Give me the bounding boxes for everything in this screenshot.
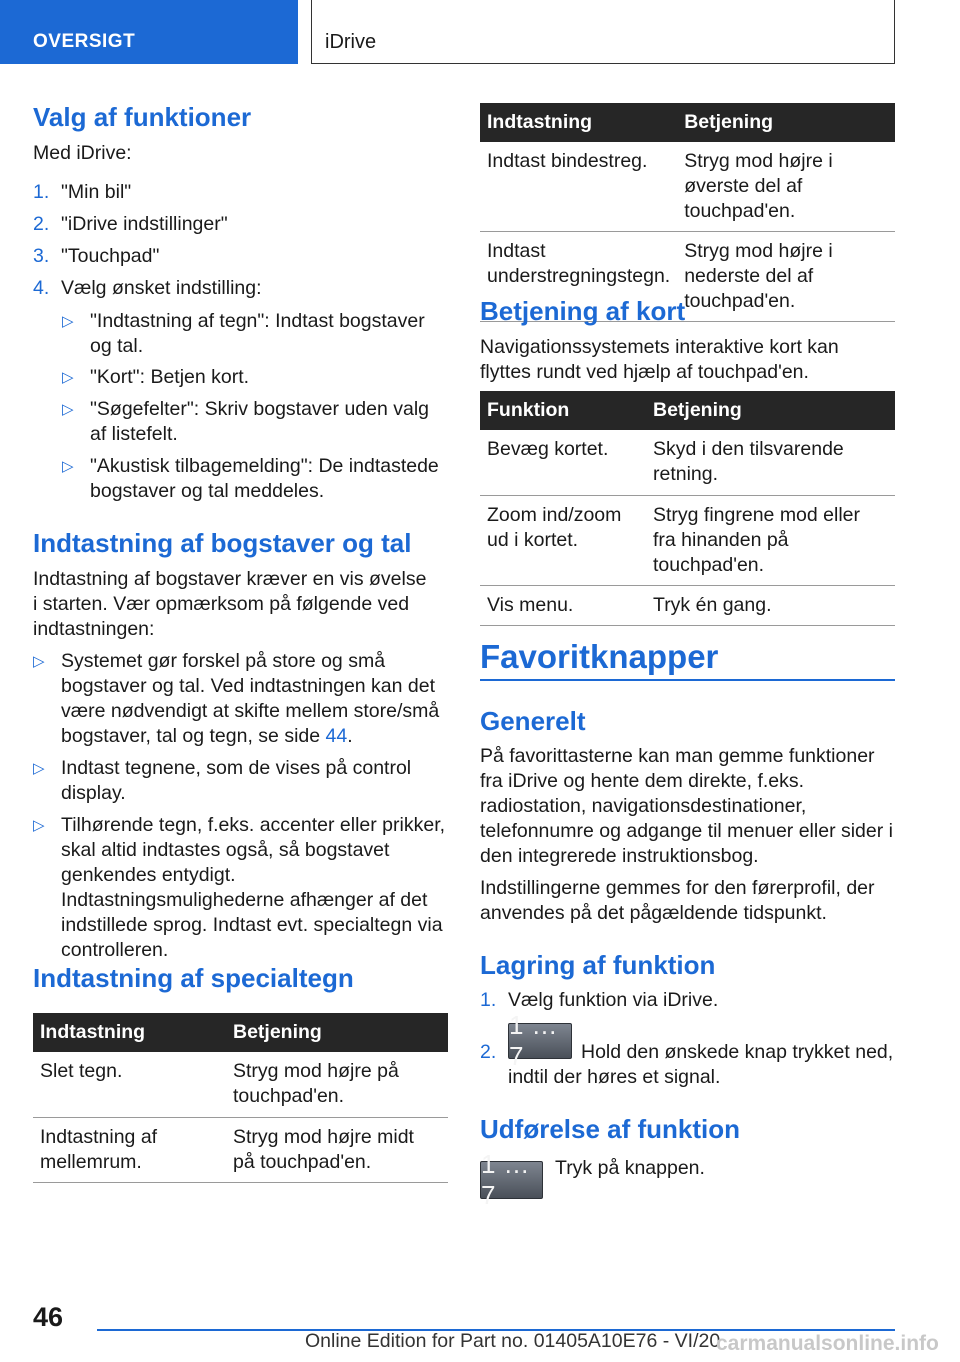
- triangle-bullet-icon: ▷: [33, 817, 45, 834]
- step-text: "Min bil": [61, 181, 132, 203]
- table-row: [480, 585, 895, 625]
- table-header: Betjening: [226, 1013, 448, 1052]
- section-tab: [0, 0, 298, 64]
- page-link[interactable]: 44: [325, 725, 348, 747]
- table-cell: Stryg mod højre midt på touchpad'en.: [226, 1117, 448, 1182]
- table-cell: Vis menu.: [480, 585, 646, 625]
- step-number: 2.: [480, 1041, 497, 1063]
- step-number: 2.: [33, 213, 50, 235]
- triangle-bullet-icon: ▷: [62, 369, 74, 386]
- step-number: 1.: [33, 181, 50, 203]
- triangle-bullet-icon: ▷: [33, 760, 45, 777]
- triangle-bullet-icon: ▷: [62, 458, 74, 475]
- letters-intro: Indtastning af bogstaver kræver en vis øvelse i starten. Vær opmærksom på følgende ved indtastningen:: [33, 568, 427, 640]
- edition-text: Online Edition for Part no. 01405A10E76 - VI/20: [305, 1330, 721, 1352]
- table-cell: Indtastning af mellemrum.: [33, 1117, 226, 1182]
- chapter-title: iDrive: [325, 31, 377, 53]
- table-header: Betjening: [646, 391, 895, 430]
- table-cell: Stryg mod højre i øverste del af touchpad'en.: [677, 142, 895, 232]
- favorite-key-icon: 1 ... 7: [480, 1161, 543, 1199]
- step-number: 4.: [33, 277, 50, 299]
- chapter-tab: [311, 0, 895, 64]
- step-text: Vælg ønsket indstilling:: [61, 277, 262, 299]
- heading-betjening-af-kort: Betjening af kort: [480, 296, 686, 326]
- table-row: [33, 1117, 448, 1182]
- option-bullet: "Søgefelter": Skriv bogstaver uden valg af listefelt.: [90, 398, 430, 445]
- watermark: carmanualsonline.info: [716, 1332, 939, 1355]
- heading-rule: [480, 679, 895, 681]
- table-cell: Stryg fingrene mod eller fra hinanden på touchpad'en.: [646, 495, 895, 585]
- table-row: [33, 1052, 448, 1117]
- table-cell: Stryg mod højre på touchpad'en.: [226, 1052, 448, 1117]
- letters-bullet-end: .: [347, 725, 353, 747]
- table-cell: Zoom ind/zoom ud i kortet.: [480, 495, 646, 585]
- table-header: Indtastning: [480, 103, 677, 142]
- step-text: Hold den ønskede knap trykket ned, indtil der høres et signal.: [508, 1041, 894, 1088]
- heading-specialtegn: Indtastning af specialtegn: [33, 963, 354, 993]
- table-header: Indtastning: [33, 1013, 226, 1052]
- favorites-paragraph: På favorittasterne kan man gemme funktioner fra iDrive og hente dem direkte, f.eks. radiostation, navigationsdestinationer, telefonnumre og adgange til menuer eller sider i den integrerede instruktionsbog.: [480, 745, 893, 867]
- heading-favoritknapper: Favoritknapper: [480, 638, 719, 675]
- table-cell: Skyd i den tilsvarende retning.: [646, 430, 895, 495]
- table-cell: Stryg mod højre i nederste del af touchpad'en.: [677, 232, 895, 322]
- table-header: Funktion: [480, 391, 646, 430]
- heading-valg-af-funktioner: Valg af funktioner: [33, 102, 252, 132]
- select-intro: Med iDrive:: [33, 142, 132, 164]
- triangle-bullet-icon: ▷: [33, 653, 45, 670]
- step-number: 1.: [480, 989, 497, 1011]
- table-row: [480, 142, 895, 232]
- page-number: 46: [33, 1302, 64, 1332]
- triangle-bullet-icon: ▷: [62, 313, 74, 330]
- exec-text: Tryk på knappen.: [555, 1157, 705, 1179]
- favorite-key-icon: 1 ... 7: [508, 1023, 572, 1059]
- letters-bullet: [61, 649, 448, 749]
- map-table: [480, 391, 895, 626]
- step-text: Vælg funktion via iDrive.: [508, 989, 719, 1011]
- option-bullet: "Kort": Betjen kort.: [90, 366, 250, 388]
- heading-generelt: Generelt: [480, 706, 586, 736]
- step-text: "iDrive indstillinger": [61, 213, 228, 235]
- heading-indtastning-bogstaver: Indtastning af bogstaver og tal: [33, 528, 412, 558]
- table-cell: Indtast understregningstegn.: [480, 232, 677, 322]
- table-cell: Tryk én gang.: [646, 585, 895, 625]
- map-intro: Navigationssystemets interaktive kort kan flyttes rundt ved hjælp af touchpad'en.: [480, 336, 839, 383]
- table-header: Betjening: [677, 103, 895, 142]
- option-bullet: "Akustisk tilbagemelding": De indtastede bogstaver og tal meddeles.: [90, 455, 439, 502]
- heading-lagring: Lagring af funktion: [480, 950, 716, 980]
- table-cell: Slet tegn.: [33, 1052, 226, 1117]
- step-text: "Touchpad": [61, 245, 160, 267]
- special-chars-table-continued: [480, 103, 895, 322]
- special-chars-table: [33, 1013, 448, 1183]
- heading-udfoerelse: Udførelse af funktion: [480, 1114, 741, 1144]
- triangle-bullet-icon: ▷: [62, 401, 74, 418]
- section-title: OVERSIGT: [33, 31, 136, 52]
- table-cell: Indtast bindestreg.: [480, 142, 677, 232]
- table-row: [480, 430, 895, 495]
- letters-bullet: Indtast tegnene, som de vises på control display.: [61, 757, 412, 804]
- letters-bullet-text: Systemet gør forskel på store og små bogstaver og tal. Ved indtastningen kan det være nødvendigt at skifte mellem store/små bogstaver, tal og tegn, se side: [61, 650, 440, 747]
- letters-bullet: Tilhørende tegn, f.eks. accenter eller prikker, skal altid indtastes også, så bogstavet genkendes entydigt. Indtastningsmulighederne afhænger af det indstillede sprog. Indtast evt. specialtegn via controlleren.: [61, 814, 446, 961]
- step-number: 3.: [33, 245, 50, 267]
- option-bullet: "Indtastning af tegn": Indtast bogstaver og tal.: [90, 310, 425, 357]
- table-row: [480, 495, 895, 585]
- favorites-paragraph: Indstillingerne gemmes for den førerprofil, der anvendes på det pågældende tidspunkt.: [480, 877, 875, 924]
- table-cell: Bevæg kortet.: [480, 430, 646, 495]
